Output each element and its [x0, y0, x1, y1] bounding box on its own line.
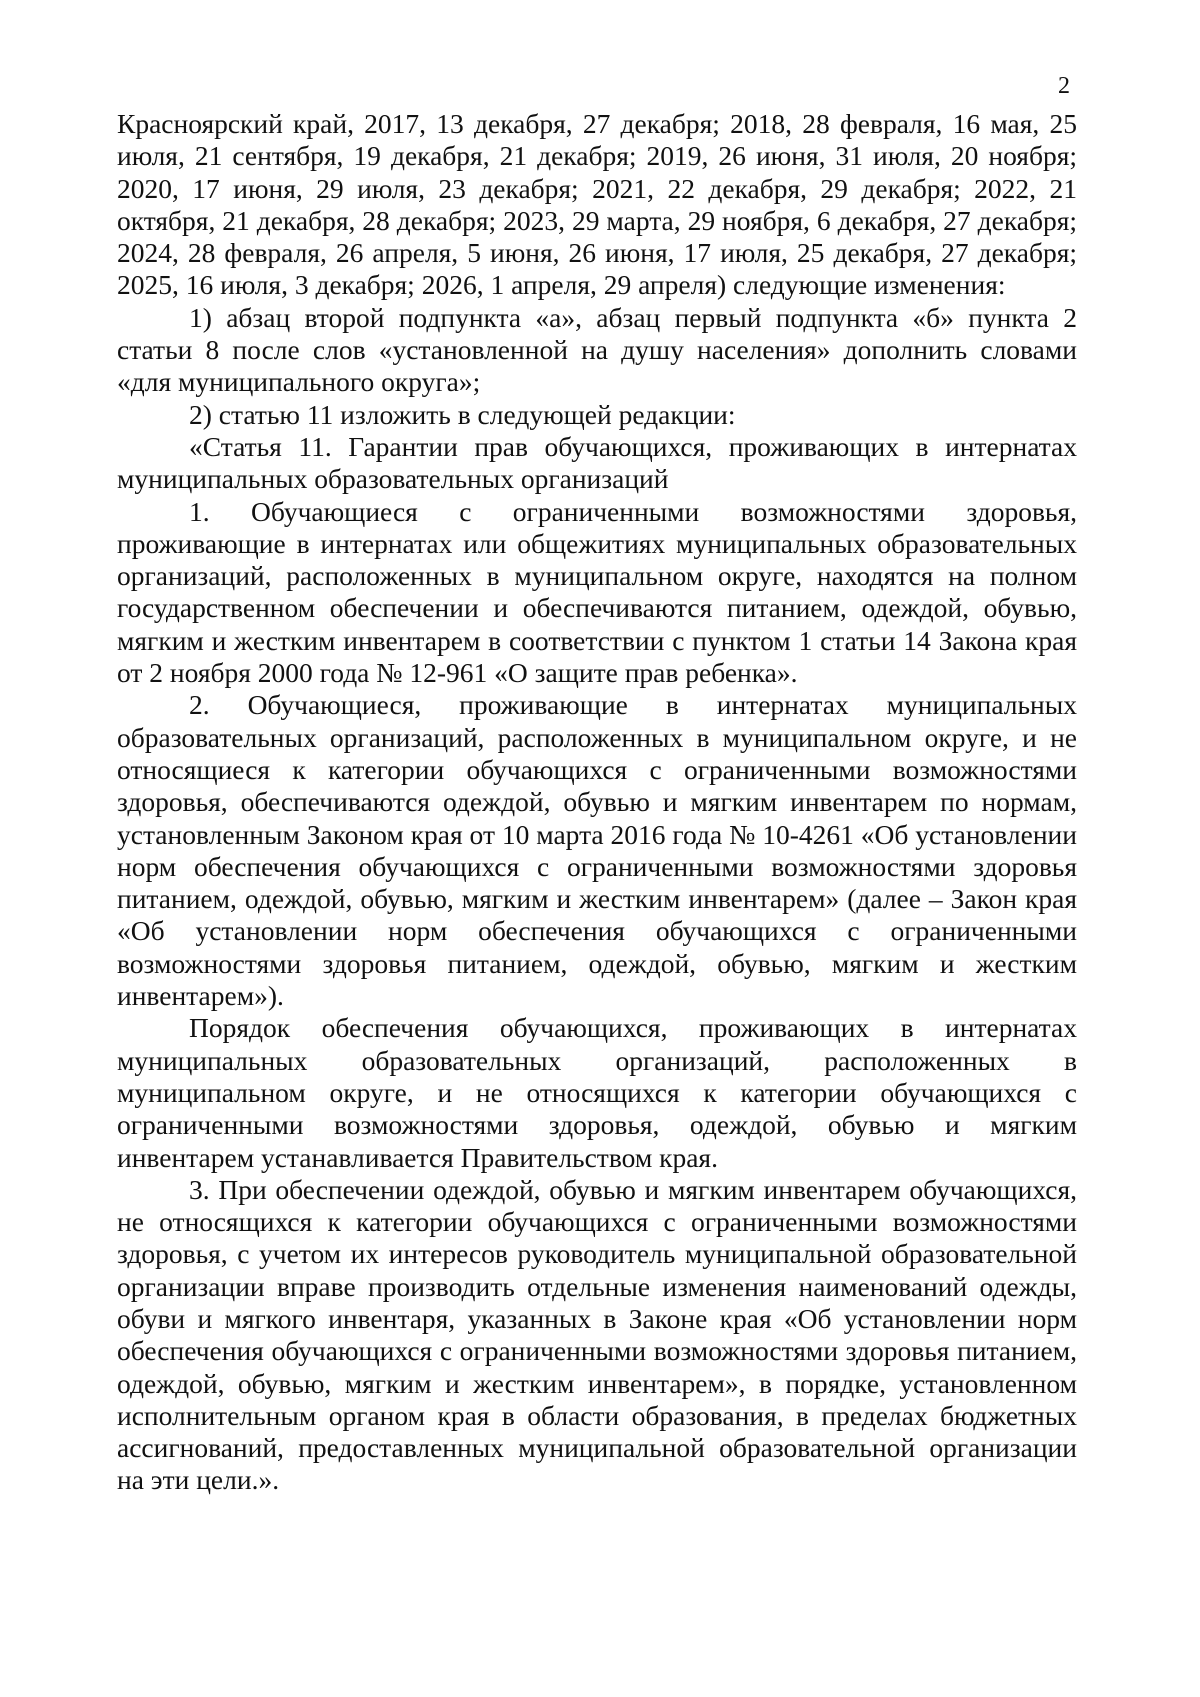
article-11-heading: «Статья 11. Гарантии прав обучающихся, проживающих в интернатах муниципальных образовательных организаций — [117, 430, 1077, 495]
paragraph-continuation: Красноярский край, 2017, 13 декабря, 27 декабря; 2018, 28 февраля, 16 мая, 25 июля, 21 сентября, 19 декабря, 21 декабря; 2019, 26 июня, 31 июля, 20 ноября; 2020, 17 июня, 29 июля, 23 декабря; 2021, 22 декабря, 29 декабря; 2022, 21 октября, 21 декабря, 28 декабря; 2023, 29 марта, 29 ноября, 6 декабря, 27 декабря; 2024, 28 февраля, 26 апреля, 5 июня, 26 июня, 17 июля, 25 декабря, 27 декабря; 2025, 16 июля, 3 декабря; 2026, 1 апреля, 29 апреля) следующие изменения: — [117, 108, 1077, 301]
paragraph-item-2: 2) статью 11 изложить в следующей редакции: — [189, 398, 736, 430]
article-11-point-3: 3. При обеспечении одеждой, обувью и мягким инвентарем обучающихся, не относящихся к категории обучающихся с ограниченными возможностями здоровья, с учетом их интересов руководитель муниципальной образовательной организации вправе производить отдельные изменения наименований одежды, обуви и мягкого инвентаря, указанных в Законе края «Об установлении норм обеспечения обучающихся с ограниченными возможностями здоровья питанием, одеждой, обувью, мягким и жестким инвентарем», в порядке, установленном исполнительным органом края в области образования, в пределах бюджетных ассигнований, предоставленных муниципальной образовательной организации на эти цели.». — [117, 1173, 1077, 1496]
article-11-point-2-procedure: Порядок обеспечения обучающихся, проживающих в интернатах муниципальных образовательных организаций, расположенных в муниципальном округе, и не относящихся к категории обучающихся с ограниченными возможностями здоровья, одеждой, обувью и мягким инвентарем устанавливается Правительством края. — [117, 1012, 1077, 1173]
article-11-point-1: 1. Обучающиеся с ограниченными возможностями здоровья, проживающие в интернатах или общежитиях муниципальных образовательных организаций, расположенных в муниципальном округе, находятся на полном государственном обеспечении и обеспечиваются питанием, одеждой, обувью, мягким и жестким инвентарем в соответствии с пунктом 1 статьи 14 Закона края от 2 ноября 2000 года № 12-961 «О защите прав ребенка». — [117, 495, 1077, 689]
paragraph-item-1: 1) абзац второй подпункта «а», абзац первый подпункта «б» пункта 2 статьи 8 после слов «установленной на душу населения» дополнить словами «для муниципального округа»; — [117, 301, 1077, 398]
article-11-point-2: 2. Обучающиеся, проживающие в интернатах муниципальных образовательных организаций, расположенных в муниципальном округе, и не относящиеся к категории обучающихся с ограниченными возможностями здоровья, обеспечиваются одеждой, обувью и мягким инвентарем по нормам, установленным Законом края от 10 марта 2016 года № 10-4261 «Об установлении норм обеспечения обучающихся с ограниченными возможностями здоровья питанием, одеждой, обувью, мягким и жестким инвентарем» (далее – Закон края «Об установлении норм обеспечения обучающихся с ограниченными возможностями здоровья питанием, одеждой, обувью, мягким и жестким инвентарем»). — [117, 689, 1077, 1012]
document-body — [117, 108, 1077, 1497]
page-number: 2 — [1058, 73, 1070, 99]
